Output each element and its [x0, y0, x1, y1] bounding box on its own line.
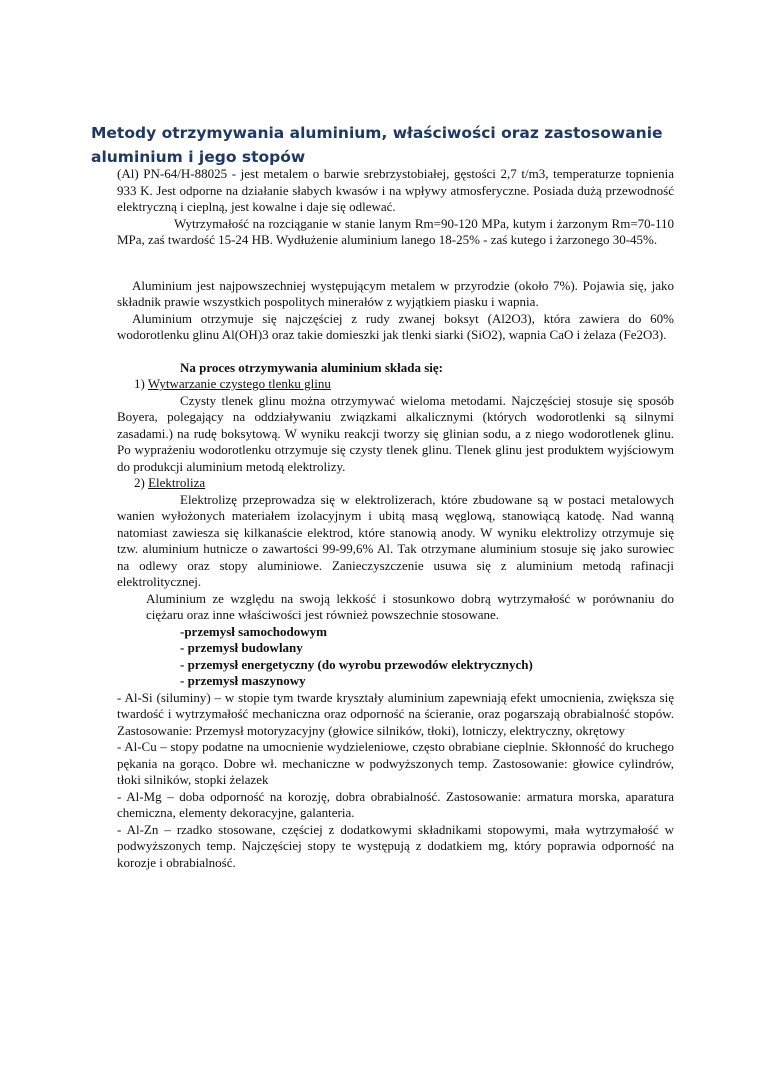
document-body: [117, 166, 674, 871]
industries-list: [117, 624, 674, 690]
alloy-al-cu: - Al-Cu – stopy podatne na umocnienie wydzieleniowe, często obrabiane cieplnie. Skłonność do kruchego pękania na gorąco. Dobre wł. mechaniczne w podwyższonych temp. Zastosowanie: głowice cylindrów, tłoki silników, stopki żelazek: [117, 739, 674, 787]
step-2-label: Elektroliza: [148, 475, 206, 490]
occurrence-paragraph: Aluminium jest najpowszechniej występującym metalem w przyrodzie (około 7%). Pojawia się, jako składnik prawie wszystkich pospolitych minerałów z wyjątkiem piasku i wapnia.: [117, 277, 674, 309]
alloy-al-zn: - Al-Zn – rzadko stosowane, częściej z dodatkowymi składnikami stopowymi, mała wytrzymałość w podwyższonych temp. Najczęściej stopy te występują z dodatkiem mg, który poprawia odporność na korozje i obrabialność.: [117, 821, 674, 870]
intro-paragraph-properties: (Al) PN-64/H-88025 - jest metalem o barwie srebrzystobiałej, gęstości 2,7 t/m3, temperaturze topnienia 933 K. Jest odporne na działanie słabych kwasów i na wpływy atmosferyczne. Posiada dużą przewodność elektryczną i cieplną, jest kowalne i daje się odlewać.: [117, 166, 674, 214]
spacer: [117, 344, 674, 360]
step-2-heading: [117, 475, 674, 492]
alloys-section: [117, 690, 674, 872]
industry-item: - przemysł maszynowy: [180, 673, 306, 688]
step-1-number: 1): [134, 376, 145, 391]
alloy-al-si: - Al-Si (siluminy) – w stopie tym twarde kryształy aluminium zapewniają efekt umocnienia, zwiększa się twardość i wytrzymałość mechaniczna oraz odporność na ścieranie, oraz pogarszają obrabialność stopów. Zastosowanie: Przemysł motoryzacyjny (głowice silników, tłoki), lotniczy, elektryczny, okrętowy: [117, 689, 674, 738]
industry-item: - przemysł energetyczny (do wyrobu przewodów elektrycznych): [180, 656, 533, 672]
industry-item: -przemysł samochodowym: [180, 623, 327, 639]
step-1-label: Wytwarzanie czystego tlenku glinu: [147, 376, 331, 391]
alloy-al-mg: - Al-Mg – doba odporność na korozję, dobra obrabialność. Zastosowanie: armatura morska, aparatura chemiczna, elementy dekoracyjne, galanteria.: [117, 788, 674, 820]
spacer: [117, 249, 674, 265]
process-heading: Na proces otrzymywania aluminium składa się:: [180, 359, 444, 375]
document-title: Metody otrzymywania aluminium, właściwości oraz zastosowanie aluminium i jego stopów: [91, 124, 663, 166]
step-1-text: Czysty tlenek glinu można otrzymywać wieloma metodami. Najczęściej stosuje się sposób Boyera, polegający na oddziaływaniu związkami alkalicznymi (których wodorotlenki są silnymi zasadami.) na rudę boksytową. W wyniku reakcji tworzy się glinian sodu, a z niego wodorotlenek glinu. Po wyprażeniu wodorotlenku otrzymuje się czysty tlenek glinu. Tlenek glinu jest produktem wyjściowym do produkcji aluminium metodą elektrolizy.: [117, 392, 674, 474]
step-1-heading: [117, 376, 674, 393]
intro-paragraph-strength: Wytrzymałość na rozciąganie w stanie lanym Rm=90-120 MPa, kutym i żarzonym Rm=70-110 MPa, zaś twardość 15-24 HB. Wydłużenie aluminium lanego 18-25% - zaś kutego i żarzonego 30-45%.: [117, 215, 674, 247]
industry-item: - przemysł budowlany: [180, 640, 303, 655]
step-2-text: Elektrolizę przeprowadza się w elektrolizerach, które zbudowane są w postaci metalowych wanien wyłożonych materiałem izolacyjnym i ubitą masą węglową, stanowiącą katodę. Nad wanną natomiast zawiesza się kilkanaście elektrod, które stanowią anody. W wyniku elektrolizy otrzymuje się tzw. aluminium hutnicze o zawartości 99-99,6% Al. Tak otrzymane aluminium stosuje się jako surowiec na odlewy oraz stopy aluminiowe. Zanieczyszczenie usuwa się z aluminium metodą rafinacji elektrolitycznej.: [117, 491, 674, 589]
bauxite-paragraph: Aluminium otrzymuje się najczęściej z rudy zwanej boksyt (Al2O3), która zawiera do 60% wodorotlenku glinu Al(OH)3 oraz takie domieszki jak tlenki siarki (SiO2), wapnia CaO i żelaza (Fe2O3).: [117, 310, 674, 342]
step-2-number: 2): [134, 475, 145, 490]
spacer: [117, 265, 674, 278]
usage-paragraph: Aluminium ze względu na swoją lekkość i stosunkowo dobrą wytrzymałość w porównaniu do ciężaru oraz inne właściwości jest również powszechnie stosowane.: [146, 590, 674, 622]
